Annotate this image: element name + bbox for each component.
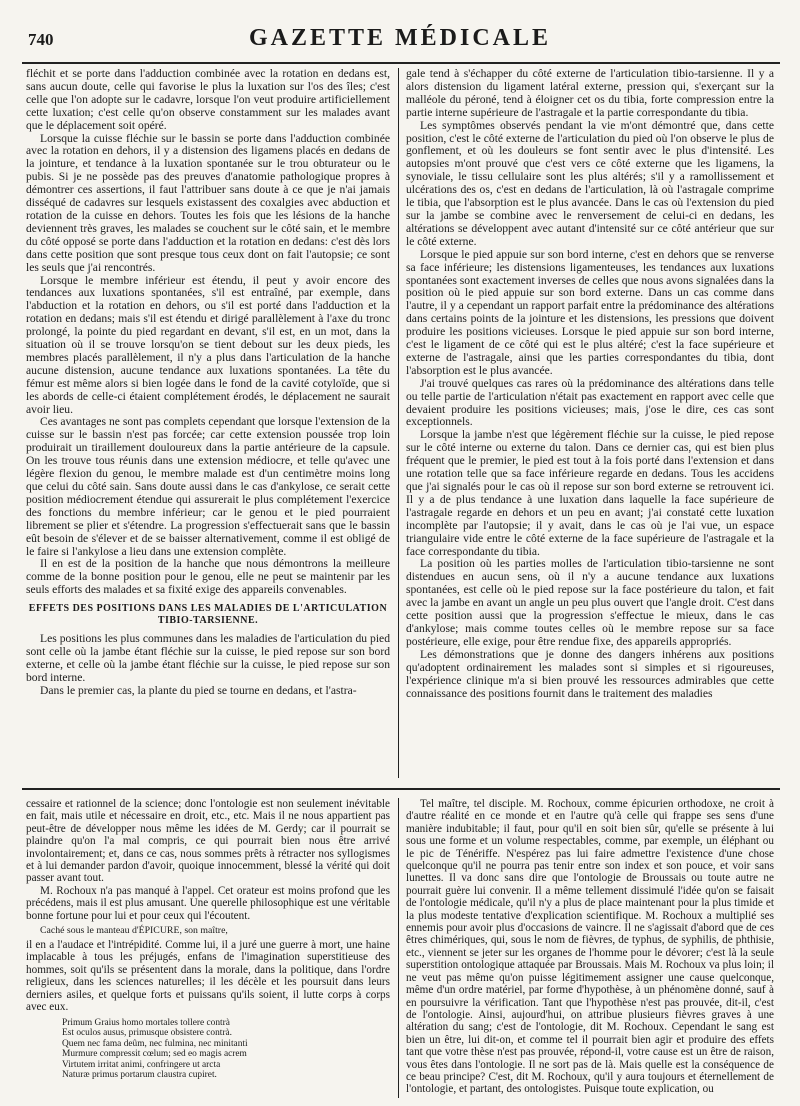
paragraph: M. Rochoux n'a pas manqué à l'appel. Cet orateur est moins profond que les précédens, mais il est plus amusant. Une querelle philosophique est une véritable bonne fortune pour lui et pour ceux qui l'écoutent. — [26, 884, 390, 922]
paragraph: Les démonstrations que je donne des dangers inhérens aux positions qu'adoptent ordinairement les malades sont si simples et si rigoureuses, l'expérience clinique m'a si bien prouvé les ressources admirables que cette connaissance des positions fournit dans le traitement des maladies — [406, 647, 774, 700]
paragraph: Lorsque le pied appuie sur son bord interne, c'est en dehors que se renverse sa face inférieure; les distensions ligamenteuses, les tendances aux luxations spontanées sont exactement inverses de celles que nous avons signalées dans la position où le pied appuie sur son bord externe. Dans un cas comme dans l'autre, il y a cependant un rapport parfait entre la prédominance des altérations dans certains points de la jointure et les distensions, les pressions que doivent produire les positions vicieuses. Lorsque le pied appuie sur son bord interne, c'est le ligament de ce côté qui est le plus altéré; c'est la face supérieure et externe de l'astragale, ainsi que les parties correspondantes du tibia, dont l'absorption est le plus avancée. — [406, 247, 774, 377]
paragraph: Les symptômes observés pendant la vie m'ont démontré que, dans cette position, c'est le côté externe de l'articulation du pied où l'on observe le plus de gonflement, et où les douleurs se font sentir avec le plus d'intensité. Les autopsies m'ont prouvé que c'est vers ce côté externe que les ligamens, la synoviale, le tissu cellulaire sont les plus altérés; s'il y a ramollissement et ulcérations des os, c'est en dedans de l'articulation, là où l'astragale comprime le tibia, que l'absorption est le plus avancée. Dans le cas où l'extension du pied sur la jambe se combine avec le renversement de celui-ci en dedans, les altérations se développent avec autant d'intensité sur ce côté antérieur que sur le côté externe. — [406, 118, 774, 248]
verse-line: Est oculos ausus, primusque obsistere contrà. — [62, 1028, 233, 1039]
column-rule — [398, 68, 399, 778]
column-rule — [398, 798, 399, 1098]
paragraph: il en a l'audace et l'intrépidité. Comme lui, il a juré une guerre à mort, une haine implacable à tous les préjugés, enfans de l'imagination superstitieuse des hommes, soit qu'ils se présentent dans la morale, dans la politique, dans l'ordre religieux, dans les sciences naturelles; il les décèle et les poursuit dans leurs derniers asiles, et quelque forts et puissans qu'ils soient, il lutte corps à corps avec eux. — [26, 939, 390, 1014]
paragraph: Lorsque la cuisse fléchie sur le bassin se porte dans l'adduction combinée avec la rotation en dehors, il y a distension des ligamens placés en dedans de la jointure, et tendance à la luxation spontanée sur le trou obturateur ou le pubis. Si je ne possède pas des preuves d'anatomie pathologique propres à démontrer ces assertions, il faut l'attribuer sans doute à ce que je n'ai jamais disséqué de cadavres sur lesquels existassent des coxalgies avec abduction et rotation de la cuisse en dehors. Toutes les fois que les lésions de la hanche deviennent très graves, les malades se couchent sur le côté sain, et le membre du côté opposé se porte dans l'adduction et la rotation en dedans: c'est dès lors dans cette position que sont presque tous ceux dont on fait l'autopsie; ce sont les seuls que j'ai rencontrés. — [26, 131, 390, 274]
paragraph: Dans le premier cas, la plante du pied se tourne en dedans, et l'astra- — [40, 683, 357, 697]
paragraph: Ces avantages ne sont pas complets cependant que lorsque l'extension de la cuisse sur le bassin n'est pas forcée; car cette extension poussée trop loin produirait un tiraillement douloureux dans la partie antérieure de la capsule. On les trouve tous réunis dans une extension médiocre, et telle qu'avec une légère flexion du genou, le membre malade est d'un centimètre moins long que celui du côté sain. Sans doute aussi dans le cas d'ankylose, ce serait cette position médiocrement étendue qui assurerait le plus complétement l'exercice des fonctions du membre inférieur; car le genou et le pied pourraient librement se plier et s'étendre. La progression s'effectuerait sans que le bassin eût besoin de s'élever et de se baisser alternativement, comme il est obligé de le faire si l'ankylose a lieu dans une extension complète. — [26, 415, 390, 558]
verse-line: Naturæ primus portarum claustra cupiret. — [62, 1070, 217, 1081]
left-column — [26, 68, 390, 698]
feuilleton-right-column — [406, 798, 774, 1096]
paragraph: gale tend à s'échapper du côté externe de l'articulation tibio-tarsienne. Il y a alors distension du ligament latéral externe, pression qui, s'exerçant sur la malléole du péroné, tend à éloigner cet os du tibia, forte compression entre la partie interne supérieure de l'astragale et la partie correspondante du tibia. — [406, 67, 774, 119]
header-rule — [22, 62, 780, 64]
feuilleton-left-column — [26, 798, 390, 1085]
paragraph: La position où les parties molles de l'articulation tibio-tarsienne ne sont distendues en aucun sens, où il n'y a aucune tendance aux luxations spontanées, est celle où le pied repose sur la face postérieure du talon, et fait avec la jambe en avant un angle un peu plus ouvert que l'angle droit. C'est dans cette position aussi que la progression s'effectue le mieux, dans le cas d'ankylose; mais comme toutes celles où le membre repose sur sa face postérieure, elle exige, pour être rendue fixe, des appareils appropriés. — [406, 557, 774, 648]
verse-line: Primum Graius homo mortales tollere contrà — [62, 1017, 230, 1028]
paragraph: Il en est de la position de la hanche que nous démontrons la meilleure comme de la bonne position pour le genou, elle ne peut se maintenir par les seuls efforts des malades et sa fixité exige des appareils convenables. — [26, 557, 390, 597]
paragraph: Lorsque le membre inférieur est étendu, il peut y avoir encore des tendances aux luxations spontanées, s'il est entraîné, par exemple, dans l'abduction et la rotation en dehors, ou s'il est porté dans l'adduction et la rotation en dedans; mais s'il est étendu et dirigé parallèlement à l'axe du tronc prolongé, la pointe du pied regardant en devant, s'il est, en un mot, dans la situation où il se trouve lorsqu'on se tient debout sur les deux pieds, les membres placés parallèlement, il n'y a plus dans l'articulation de la hanche aucune distension, aucune tendance aux luxations spontanées. La tête du fémur est même alors si bien logée dans le fond de la cavité cotyloïde, que si les abords de celle-ci étaient complétement érodés, le déplacement ne saurait avoir lieu. — [26, 273, 390, 416]
paragraph: J'ai trouvé quelques cas rares où la prédominance des altérations dans telle ou telle partie de l'articulation n'était pas exactement en rapport avec celle que devaient produire les positions vicieuses; mais, j'ose le dire, ces cas sont exceptionnels. — [406, 376, 774, 429]
paragraph: Lorsque la jambe n'est que légèrement fléchie sur la cuisse, le pied repose sur le côté interne ou externe du talon. Dans ce dernier cas, qui est bien plus fréquent que le premier, le pied est tout à la fois porté dans l'extension et dans une rotation telle que sa face inférieure regarde en dedans. Tous les accidens que j'ai signalés pour le cas où il repose sur son bord externe se retrouvent ici. Il y a de plus tendance à une luxation dans laquelle la face supérieure de l'astragale regarde en dehors et un peu en avant; j'ai constaté cette luxation incomplète par l'autopsie; il y avait, dans le cas où je l'ai vue, un espace triangulaire vide entre le côté externe de la face supérieure de l'astragale et la face correspondante du tibia. — [406, 428, 774, 558]
verse-line: Quem nec fama deûm, nec fulmina, nec minitanti — [62, 1038, 248, 1049]
feuilleton-rule — [22, 788, 780, 790]
latin-verse — [62, 1018, 390, 1082]
page-number: 740 — [28, 30, 54, 49]
section-title: EFFETS DES POSITIONS DANS LES MALADIES DE L'ARTICULATION TIBIO-TARSIENNE. — [28, 603, 388, 627]
paragraph: Tel maître, tel disciple. M. Rochoux, comme épicurien orthodoxe, ne croit à d'autre réalité en ce monde et en l'autre qu'à celle qui frappe ses sens d'une manière indubitable; il faut, pour qu'il en soit bien sûr, qu'elle se présente à lui sous une forme et un volume respectables, comme, par exemple, un éléphant ou le pic de Ténériffe. N'espérez pas lui faire admettre l'existence d'une chose quelconque qu'il ne pourra pas tenir entre son index et son pouce, et voir sans lunettes. Il va donc sans dire que l'ontologie de Broussais ou toute autre ne pourrait guère lui convenir. Il a même tellement dissimulé l'idée qu'on se faisait de l'ontologie médicale, qu'il n'y a plus de place maintenant pour la plus timide et la plus modeste tentative d'explication scientifique. M. Rochoux a multiplié ses ennemis pour avoir plus d'occasions de vaincre. Il ne s'agissait d'abord que de ces êtres chimériques, qui, sous le nom de fièvres, de typhus, de syphilis, de phthisie, etc., viennent se jeter sur les organes de l'homme pour le dévorer; c'est là la seule superstition ontologique attaquée par Broussais. Mais M. Rochoux va plus loin; il ne veut pas même qu'on puisse légitimement assigner une cause quelconque, même d'un ordre matériel, par forme d'hypothèse, à un phénomène donné, sauf à en poursuivre la vérification. Tant que l'hypothèse n'est pas prouvée, dit-il, c'est de l'ontologie. Ainsi, aujourd'hui, on attribue plusieurs fièvres graves à une altération du sang; c'est de l'ontologie, dit M. Rochoux. Cependant le sang est bien un être, lui dit-on, et comme tel il pourrait bien agir et produire des effets tant que votre thèse n'est pas prouvée, répond-il, votre cause est un être de raison, vous êtes dans l'ontologie. Il ne sort pas de là. Mais quelle est la conséquence de ce beau principe? C'est, dit M. Rochoux, qu'il y aura toujours et éternellement de l'ontologie, et partant, des ontologistes. Puisque toute explication, ou — [406, 798, 774, 1096]
quoted-verse-line: Caché sous le manteau d'ÉPICURE, son maître, — [40, 925, 228, 937]
paragraph: Les positions les plus communes dans les maladies de l'articulation du pied sont celle où la jambe étant fléchie sur la cuisse, le pied repose sur son bord externe, et celle où la jambe étant fléchie sur la cuisse, le pied repose sur son bord interne. — [26, 632, 390, 684]
verse-line: Murmure compressit cœlum; sed eo magis acrem — [62, 1049, 247, 1060]
paragraph: cessaire et rationnel de la science; donc l'ontologie est non seulement inévitable en fait, mais utile et nécessaire en droit, etc., etc. Mais il ne nous appartient pas peut-être de développer nous même les idées de M. Gerdy; car il pourrait se plaindre qu'on l'a mal compris, ce qui pourrait bien nous être arrivé involontairement; et, dans ce cas, nous sommes prêts à rétracter nos syllogismes et à lui demander pardon d'avoir, quoique innocemment, blessé la vérité qui doit passer avant tout. — [26, 798, 390, 885]
right-column — [406, 68, 774, 700]
paragraph: fléchit et se porte dans l'adduction combinée avec la rotation en dedans est, sans aucun doute, celle qui favorise le plus la luxation sur l'os des îles; c'est celle que l'on adopte sur le cadavre, lorsque l'on veut produire artificiellement cette luxation; c'est celle qu'on observe constamment sur les malades avant que le déplacement soit opéré. — [26, 67, 390, 132]
verse-line: Virtutem irritat animi, confringere ut arcta — [62, 1059, 221, 1070]
page-header — [0, 22, 800, 62]
journal-title: GAZETTE MÉDICALE — [248, 25, 552, 51]
